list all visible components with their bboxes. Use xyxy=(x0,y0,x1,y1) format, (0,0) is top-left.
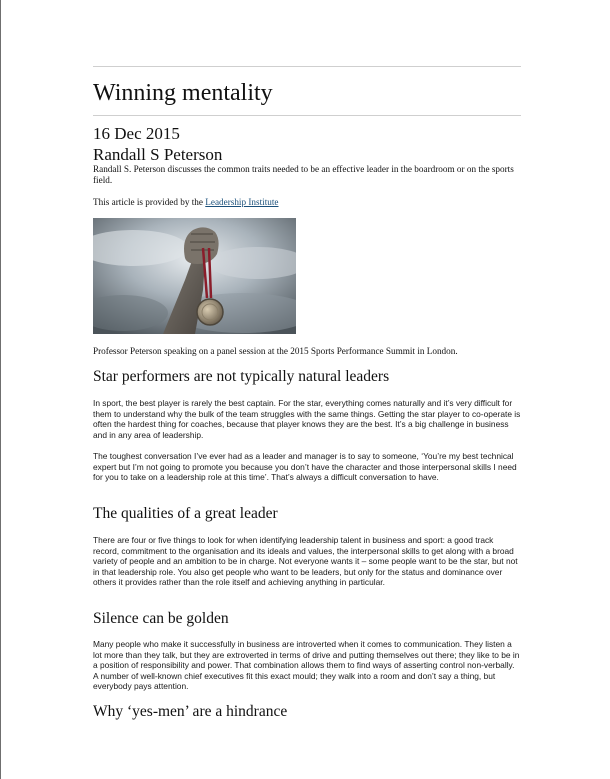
title-divider xyxy=(93,115,521,116)
fist-with-medal-illustration xyxy=(93,218,296,334)
section-heading: Star performers are not typically natural leaders xyxy=(93,368,390,385)
provided-by-text: This article is provided by the xyxy=(93,197,206,207)
article-date: 16 Dec 2015 xyxy=(93,124,180,143)
section-paragraph: The toughest conversation I’ve ever had as a leader and manager is to say to someone, ‘You’re my best technical expert but I’m not going to promote you because you don’t have the character and those interpersonal skills I need for you to take on a leadership role at this time’. That’s always a difficult conversation to have. xyxy=(93,451,517,483)
article-hero-image xyxy=(93,218,296,334)
article-author: Randall S Peterson xyxy=(93,145,223,164)
top-divider xyxy=(93,66,521,67)
page-left-border xyxy=(0,0,1,779)
article-title: Winning mentality xyxy=(93,80,273,106)
image-caption: Professor Peterson speaking on a panel session at the 2015 Sports Performance Summit in London. xyxy=(93,346,458,356)
section-heading: The qualities of a great leader xyxy=(93,505,278,522)
section-paragraph: There are four or five things to look for when identifying leadership talent in business and sport: a good track record, commitment to the organisation and its ideals and values, the interpersonal skills to get along with a broad variety of people and an ambition to be in charge. Not everyone wants it – some people want to be the star, but not in that leadership role. You also get people who want to be leaders, but only for the status and dominance over others it provides rather than the role itself and achieving anything in particular. xyxy=(93,535,518,588)
section-heading: Why ‘yes-men’ are a hindrance xyxy=(93,703,288,720)
leadership-institute-link[interactable]: Leadership Institute xyxy=(205,197,279,207)
article-summary: Randall S. Peterson discusses the common traits needed to be an effective leader in the boardroom or on the sports field. xyxy=(93,164,514,185)
section-paragraph: Many people who make it successfully in business are introverted when it comes to communication. They listen a lot more than they talk, but they are extroverted in terms of drive and putting themselves out there; they like to be in a position of responsibility and power. That combination allows them to find ways of asserting control non-verbally. A number of well-known chief executives fit this exact mould; they walk into a room and don’t say a thing, but everybody pays attention. xyxy=(93,639,520,692)
provided-by-line xyxy=(93,197,279,208)
section-paragraph: In sport, the best player is rarely the best captain. For the star, everything comes naturally and it’s very difficult for them to understand why the bulk of the team struggles with the same things. Getting the star player to co-operate is often the hardest thing for coaches, because that player knows they are the best. It’s a big challenge in business and in any area of leadership. xyxy=(93,398,521,440)
section-heading: Silence can be golden xyxy=(93,610,229,627)
